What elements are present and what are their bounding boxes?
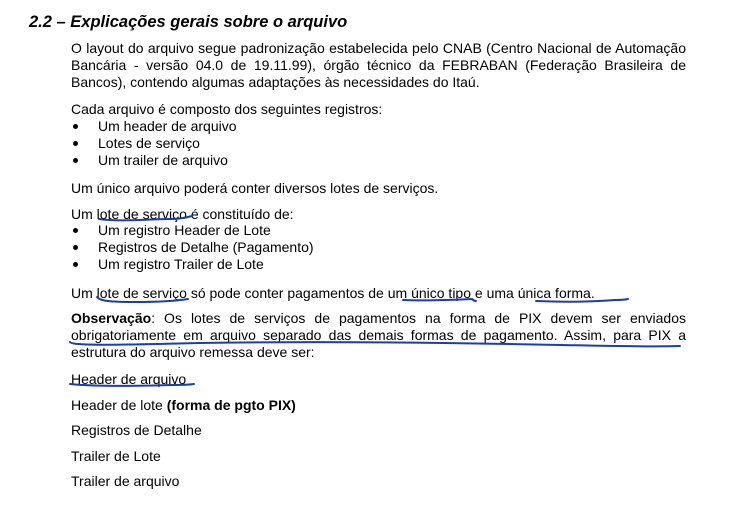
list-item: Um header de arquivo [71,118,237,135]
structure-registros-detalhe: Registros de Detalhe [71,422,202,438]
list-item: Um trailer de arquivo [71,152,237,169]
structure-trailer-arquivo: Trailer de arquivo [71,473,180,489]
registros-intro: Cada arquivo é composto dos seguintes registros: [71,101,383,117]
observacao-paragraph [71,310,686,361]
list-item: Lotes de serviço [71,135,237,152]
observacao-label: Observação [71,310,152,326]
list-item: Um registro Header de Lote [71,222,314,239]
list-item: Um registro Trailer de Lote [71,256,314,273]
lote-intro: Um lote de serviço é constituído de: [71,206,294,222]
header-lote-bold: (forma de pgto PIX) [166,397,296,413]
intro-paragraph: O layout do arquivo segue padronização estabelecida pelo CNAB (Centro Nacional de Automação Bancária - versão 04.0 de 19.11.99), órgão técnico da FEBRABAN (Federação Brasileira de Bancos), contendo algumas adaptações às necessidades do Itaú. [71,40,686,90]
registros-list [71,118,237,169]
list-item: Registros de Detalhe (Pagamento) [71,239,314,256]
observacao-text: : Os lotes de serviços de pagamentos na forma de PIX devem ser enviados obrigatoriamente em arquivo separado das demais formas de pagamento. Assim, para PIX a estrutura do arquivo remessa deve ser: [71,310,686,360]
lote-list [71,222,314,273]
structure-header-arquivo: Header de arquivo [71,371,187,387]
section-title: 2.2 – Explicações gerais sobre o arquivo [29,13,348,31]
structure-header-lote [71,397,296,414]
header-lote-text: Header de lote [71,397,167,413]
multiple-lotes-text: Um único arquivo poderá conter diversos lotes de serviços. [71,180,439,196]
structure-trailer-lote: Trailer de Lote [71,448,161,464]
lote-rule-text: Um lote de serviço só pode conter pagamentos de um único tipo e uma única forma. [71,285,595,301]
